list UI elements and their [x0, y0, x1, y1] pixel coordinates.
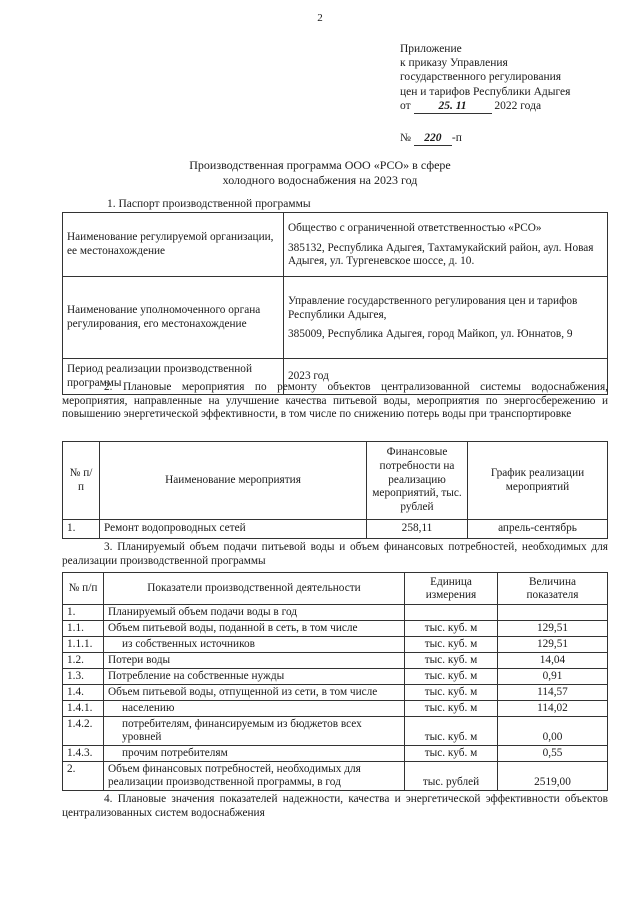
table-row: [63, 621, 608, 637]
handwritten-number: 220: [414, 131, 452, 146]
table-row: [63, 213, 608, 277]
row-label: Период реализации производственной программы: [63, 359, 284, 395]
cell-unit: тыс. куб. м: [405, 621, 498, 637]
row-label: Наименование регулируемой организации, ее местонахождение: [63, 213, 284, 277]
cell-unit: тыс. куб. м: [405, 701, 498, 717]
appendix-block: [400, 42, 630, 114]
table-row: [63, 701, 608, 717]
title-line: Производственная программа ООО «РСО» в сфере: [189, 158, 451, 172]
cell-num: 1.4.2.: [63, 717, 104, 746]
col-header-num: № п/п: [63, 442, 100, 520]
cell-value: 0,91: [498, 669, 608, 685]
col-header-num: № п/п: [63, 573, 104, 605]
cell-unit: тыс. куб. м: [405, 717, 498, 746]
cell-name: Потери воды: [104, 653, 405, 669]
cell-unit: тыс. куб. м: [405, 685, 498, 701]
cell-value: 129,51: [498, 637, 608, 653]
cell-value: 0,00: [498, 717, 608, 746]
cell-num: 1.2.: [63, 653, 104, 669]
cell-name: Планируемый объем подачи воды в год: [104, 605, 405, 621]
order-number: [400, 131, 462, 146]
number-suffix: -п: [451, 132, 462, 144]
section3-heading: 3. Планируемый объем подачи питьевой воды и объем финансовых потребностей, необходимых для реализации производственной программы: [62, 541, 608, 567]
col-header-name: Наименование мероприятия: [100, 442, 367, 520]
cell-unit: тыс. рублей: [405, 762, 498, 791]
col-header-value: Величина показателя: [498, 573, 608, 605]
row-value: 2023 год: [284, 359, 608, 395]
table-row: [63, 605, 608, 621]
cell-name: Объем финансовых потребностей, необходимых для реализации производственной программы, в год: [104, 762, 405, 791]
cell-value: 0,55: [498, 746, 608, 762]
table-row: [63, 746, 608, 762]
cell-unit: тыс. куб. м: [405, 669, 498, 685]
table-row: [63, 717, 608, 746]
cell-unit: тыс. куб. м: [405, 653, 498, 669]
handwritten-date: 25. 11: [414, 99, 492, 114]
col-header-unit: Единица измерения: [405, 573, 498, 605]
table-row: [63, 762, 608, 791]
header-row: [63, 573, 608, 605]
cell-num: 1.3.: [63, 669, 104, 685]
cell-value: 114,57: [498, 685, 608, 701]
row-value: Общество с ограниченной ответственностью «РСО» 385132, Республика Адыгея, Тахтамукайский район, аул. Новая Адыгея, ул. Тургеневское шоссе, д. 10.: [284, 213, 608, 277]
appendix-line: государственного регулирования: [400, 71, 562, 84]
page-number: 2: [317, 12, 323, 24]
cell-num: 1.1.1.: [63, 637, 104, 653]
measures-table: [62, 441, 608, 539]
cell-name: населению: [104, 701, 405, 717]
cell-num: 1.: [63, 605, 104, 621]
cell-num: 2.: [63, 762, 104, 791]
cell-name: Потребление на собственные нужды: [104, 669, 405, 685]
cell-unit: тыс. куб. м: [405, 637, 498, 653]
cell-schedule: апрель-сентябрь: [468, 520, 608, 539]
cell-num: 1.4.1.: [63, 701, 104, 717]
cell-cost: 258,11: [367, 520, 468, 539]
cell-value: [498, 605, 608, 621]
cell-unit: тыс. куб. м: [405, 746, 498, 762]
appendix-line: к приказу Управления: [400, 57, 508, 70]
section1-heading: 1. Паспорт производственной программы: [107, 198, 311, 210]
row-value: Управление государственного регулирования цен и тарифов Республики Адыгея, 385009, Республика Адыгея, город Майкоп, ул. Юннатов, 9: [284, 277, 608, 359]
section2-heading: 2. Плановые мероприятия по ремонту объектов централизованной системы водоснабжения, мероприятия, направленные на улучшение качества питьевой воды, мероприятия по энергосбережению и повышению энергетической эффективности, в том числе по снижению потерь воды при транспортировке: [62, 381, 608, 421]
col-header-schedule: График реализации мероприятий: [468, 442, 608, 520]
table-row: [63, 685, 608, 701]
cell-value: 2519,00: [498, 762, 608, 791]
document-title: [0, 158, 640, 187]
cell-name: Объем питьевой воды, поданной в сеть, в том числе: [104, 621, 405, 637]
date-suffix: 2022 года: [494, 99, 542, 112]
cell-name: прочим потребителям: [104, 746, 405, 762]
header-row: [63, 442, 608, 520]
cell-value: 14,04: [498, 653, 608, 669]
passport-table: [62, 212, 608, 395]
row-label: Наименование уполномоченного органа регулирования, его местонахождение: [63, 277, 284, 359]
title-line: холодного водоснабжения на 2023 год: [222, 172, 418, 187]
appendix-line: Приложение: [400, 43, 462, 55]
number-prefix: №: [400, 132, 411, 144]
cell-value: 114,02: [498, 701, 608, 717]
date-prefix: от: [400, 99, 411, 112]
cell-name: Объем питьевой воды, отпущенной из сети, в том числе: [104, 685, 405, 701]
cell-name: из собственных источников: [104, 637, 405, 653]
cell-num: 1.4.: [63, 685, 104, 701]
table-row: [63, 520, 608, 539]
table-row: [63, 653, 608, 669]
cell-num: 1.4.3.: [63, 746, 104, 762]
indicators-table: [62, 572, 608, 791]
section4-heading: 4. Плановые значения показателей надежности, качества и энергетической эффективности объектов централизованных систем водоснабжения: [62, 793, 608, 819]
col-header-indicator: Показатели производственной деятельности: [104, 573, 405, 605]
cell-num: 1.1.: [63, 621, 104, 637]
cell-name: потребителям, финансируемым из бюджетов всех уровней: [104, 717, 405, 746]
table-row: [63, 669, 608, 685]
col-header-cost: Финансовые потребности на реализацию мероприятий, тыс. рублей: [367, 442, 468, 520]
table-row: [63, 277, 608, 359]
cell-unit: [405, 605, 498, 621]
appendix-date: [400, 99, 630, 114]
table-row: [63, 637, 608, 653]
cell-value: 129,51: [498, 621, 608, 637]
cell-num: 1.: [63, 520, 100, 539]
cell-name: Ремонт водопроводных сетей: [100, 520, 367, 539]
appendix-line: цен и тарифов Республики Адыгея: [400, 85, 571, 98]
